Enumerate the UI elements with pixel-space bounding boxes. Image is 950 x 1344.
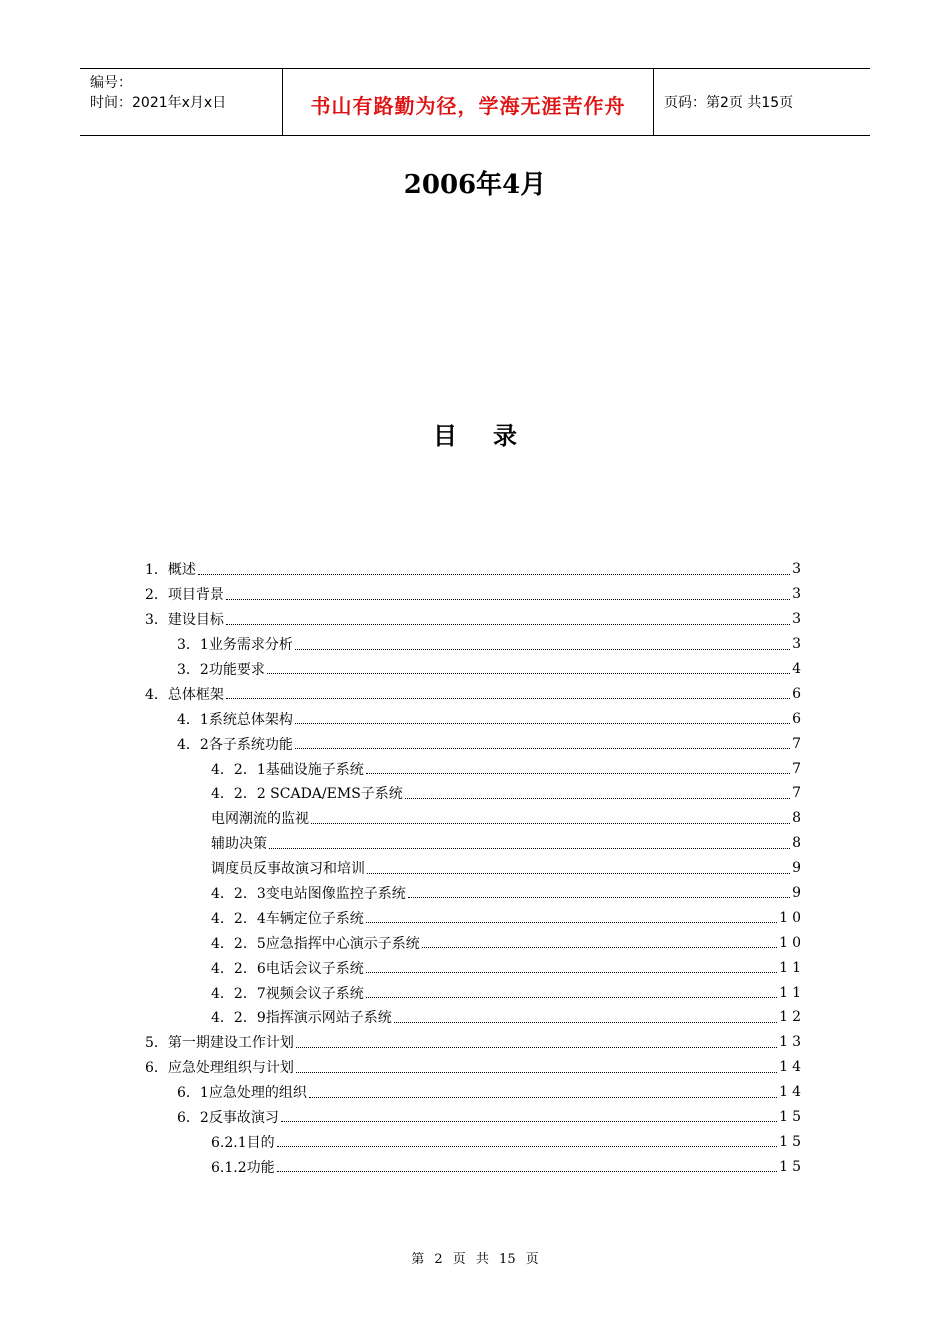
toc-entry-page: 8 — [792, 835, 805, 852]
toc-entry-page: 6 — [792, 685, 805, 702]
toc-leader-dots — [405, 798, 790, 799]
toc-entry[interactable] — [145, 1005, 805, 1030]
toc-entry-label: 6．2反事故演习 — [177, 1110, 279, 1127]
toc-entry[interactable] — [145, 955, 805, 980]
toc-entry[interactable] — [145, 1030, 805, 1055]
toc-entry[interactable] — [145, 706, 805, 731]
toc-leader-dots — [295, 748, 790, 749]
toc-entry-page: 15 — [779, 1109, 805, 1126]
toc-leader-dots — [296, 1047, 777, 1048]
toc-entry-label: 6．应急处理组织与计划 — [145, 1060, 294, 1077]
toc-entry-label: 4．总体框架 — [145, 686, 224, 703]
toc-leader-dots — [295, 723, 790, 724]
toc-entry-page: 7 — [792, 735, 805, 752]
toc-entry[interactable] — [145, 1080, 805, 1105]
toc-entry-page: 3 — [792, 636, 805, 653]
toc-entry-label: 调度员反事故演习和培训 — [211, 861, 365, 878]
toc-leader-dots — [408, 897, 790, 898]
toc-entry[interactable] — [145, 980, 805, 1005]
toc-entry[interactable] — [145, 881, 805, 906]
toc-leader-dots — [311, 823, 790, 824]
toc-entry[interactable] — [145, 806, 805, 831]
toc-entry-label: 3．建设目标 — [145, 612, 224, 629]
toc-entry-label: 4．2．3变电站图像监控子系统 — [211, 886, 406, 903]
toc-leader-dots — [277, 1171, 778, 1172]
toc-title-char: 目 — [433, 422, 457, 450]
toc-leader-dots — [226, 624, 790, 625]
toc-entry-page: 11 — [779, 959, 805, 976]
toc-leader-dots — [295, 649, 790, 650]
toc-entry[interactable] — [145, 756, 805, 781]
toc-entry[interactable] — [145, 1129, 805, 1154]
toc-entry[interactable] — [145, 831, 805, 856]
toc-entry[interactable] — [145, 1105, 805, 1130]
toc-entry-page: 10 — [779, 909, 805, 926]
toc-entry-page: 3 — [792, 611, 805, 628]
table-of-contents — [145, 557, 805, 1179]
toc-leader-dots — [366, 773, 790, 774]
toc-leader-dots — [309, 1097, 777, 1098]
toc-entry-label: 4．2．7视频会议子系统 — [211, 985, 364, 1002]
toc-entry-page: 15 — [779, 1133, 805, 1150]
toc-leader-dots — [267, 673, 790, 674]
toc-entry-page: 14 — [779, 1059, 805, 1076]
toc-leader-dots — [269, 848, 790, 849]
toc-entry-label: 6.1.2功能 — [211, 1159, 275, 1176]
toc-entry-page: 3 — [792, 561, 805, 578]
toc-entry[interactable] — [145, 781, 805, 806]
header-motto-cell — [282, 69, 654, 135]
toc-entry[interactable] — [145, 657, 805, 682]
toc-leader-dots — [277, 1146, 778, 1147]
header-page-info-cell — [654, 69, 870, 135]
toc-entry-page: 12 — [779, 1009, 805, 1026]
toc-entry-label: 5．第一期建设工作计划 — [145, 1035, 294, 1052]
toc-entry[interactable] — [145, 905, 805, 930]
toc-leader-dots — [366, 997, 777, 998]
page-footer: 第 2 页 共 15 页 — [411, 1252, 539, 1267]
toc-entry-page: 11 — [779, 984, 805, 1001]
toc-entry-page: 10 — [779, 934, 805, 951]
toc-entry-label: 4．2．2 SCADA/EMS子系统 — [211, 786, 403, 803]
toc-leader-dots — [367, 873, 790, 874]
toc-entry-label: 6.2.1目的 — [211, 1134, 275, 1151]
toc-leader-dots — [281, 1121, 777, 1122]
toc-entry-label: 4．2各子系统功能 — [177, 736, 293, 753]
toc-entry-label: 4．2．9指挥演示网站子系统 — [211, 1010, 392, 1027]
toc-entry-page: 13 — [779, 1034, 805, 1051]
toc-entry-label: 辅助决策 — [211, 836, 267, 853]
toc-entry[interactable] — [145, 632, 805, 657]
header-motto: 书山有路勤为径，学海无涯苦作舟 — [310, 93, 626, 118]
toc-entry[interactable] — [145, 557, 805, 582]
toc-entry-page: 7 — [792, 785, 805, 802]
toc-entry-label: 4．1系统总体架构 — [177, 711, 293, 728]
toc-leader-dots — [366, 922, 777, 923]
page-header — [80, 68, 870, 136]
date-title: 2006年4月 — [403, 170, 547, 200]
toc-leader-dots — [366, 972, 777, 973]
toc-entry-label: 2．项目背景 — [145, 587, 224, 604]
toc-entry-page: 14 — [779, 1084, 805, 1101]
toc-entry-label: 4．2．6电话会议子系统 — [211, 960, 364, 977]
toc-title — [0, 416, 950, 451]
toc-leader-dots — [296, 1072, 777, 1073]
toc-entry-label: 4．2．5应急指挥中心演示子系统 — [211, 935, 420, 952]
toc-entry[interactable] — [145, 582, 805, 607]
toc-entry[interactable] — [145, 1154, 805, 1179]
toc-entry-page: 9 — [792, 860, 805, 877]
toc-entry-label: 3．1业务需求分析 — [177, 637, 293, 654]
toc-leader-dots — [422, 947, 777, 948]
toc-entry-page: 3 — [792, 586, 805, 603]
toc-entry-label: 6．1应急处理的组织 — [177, 1085, 307, 1102]
toc-entry-page: 15 — [779, 1158, 805, 1175]
header-page-info: 页码：第2页 共15页 — [664, 95, 794, 111]
toc-entry[interactable] — [145, 930, 805, 955]
toc-leader-dots — [226, 599, 790, 600]
header-meta — [80, 69, 282, 135]
toc-entry-label: 电网潮流的监视 — [211, 811, 309, 828]
toc-entry-page: 6 — [792, 710, 805, 727]
toc-entry[interactable] — [145, 607, 805, 632]
toc-entry-label: 1．概述 — [145, 562, 196, 579]
toc-leader-dots — [394, 1022, 777, 1023]
toc-entry-label: 4．2．4车辆定位子系统 — [211, 910, 364, 927]
document-number: 编号： — [90, 75, 132, 91]
toc-title-char: 录 — [493, 422, 517, 450]
toc-entry[interactable] — [145, 856, 805, 881]
toc-entry[interactable] — [145, 731, 805, 756]
toc-entry[interactable] — [145, 1055, 805, 1080]
toc-entry-page: 9 — [792, 885, 805, 902]
toc-entry-label: 4．2．1基础设施子系统 — [211, 761, 364, 778]
toc-entry[interactable] — [145, 681, 805, 706]
document-time: 时间：2021年x月x日 — [90, 95, 227, 111]
toc-entry-page: 7 — [792, 760, 805, 777]
toc-entry-label: 3．2功能要求 — [177, 662, 265, 678]
toc-entry-page: 8 — [792, 810, 805, 827]
toc-entry-page: 4 — [792, 661, 805, 677]
toc-leader-dots — [198, 574, 790, 575]
toc-leader-dots — [226, 698, 790, 699]
